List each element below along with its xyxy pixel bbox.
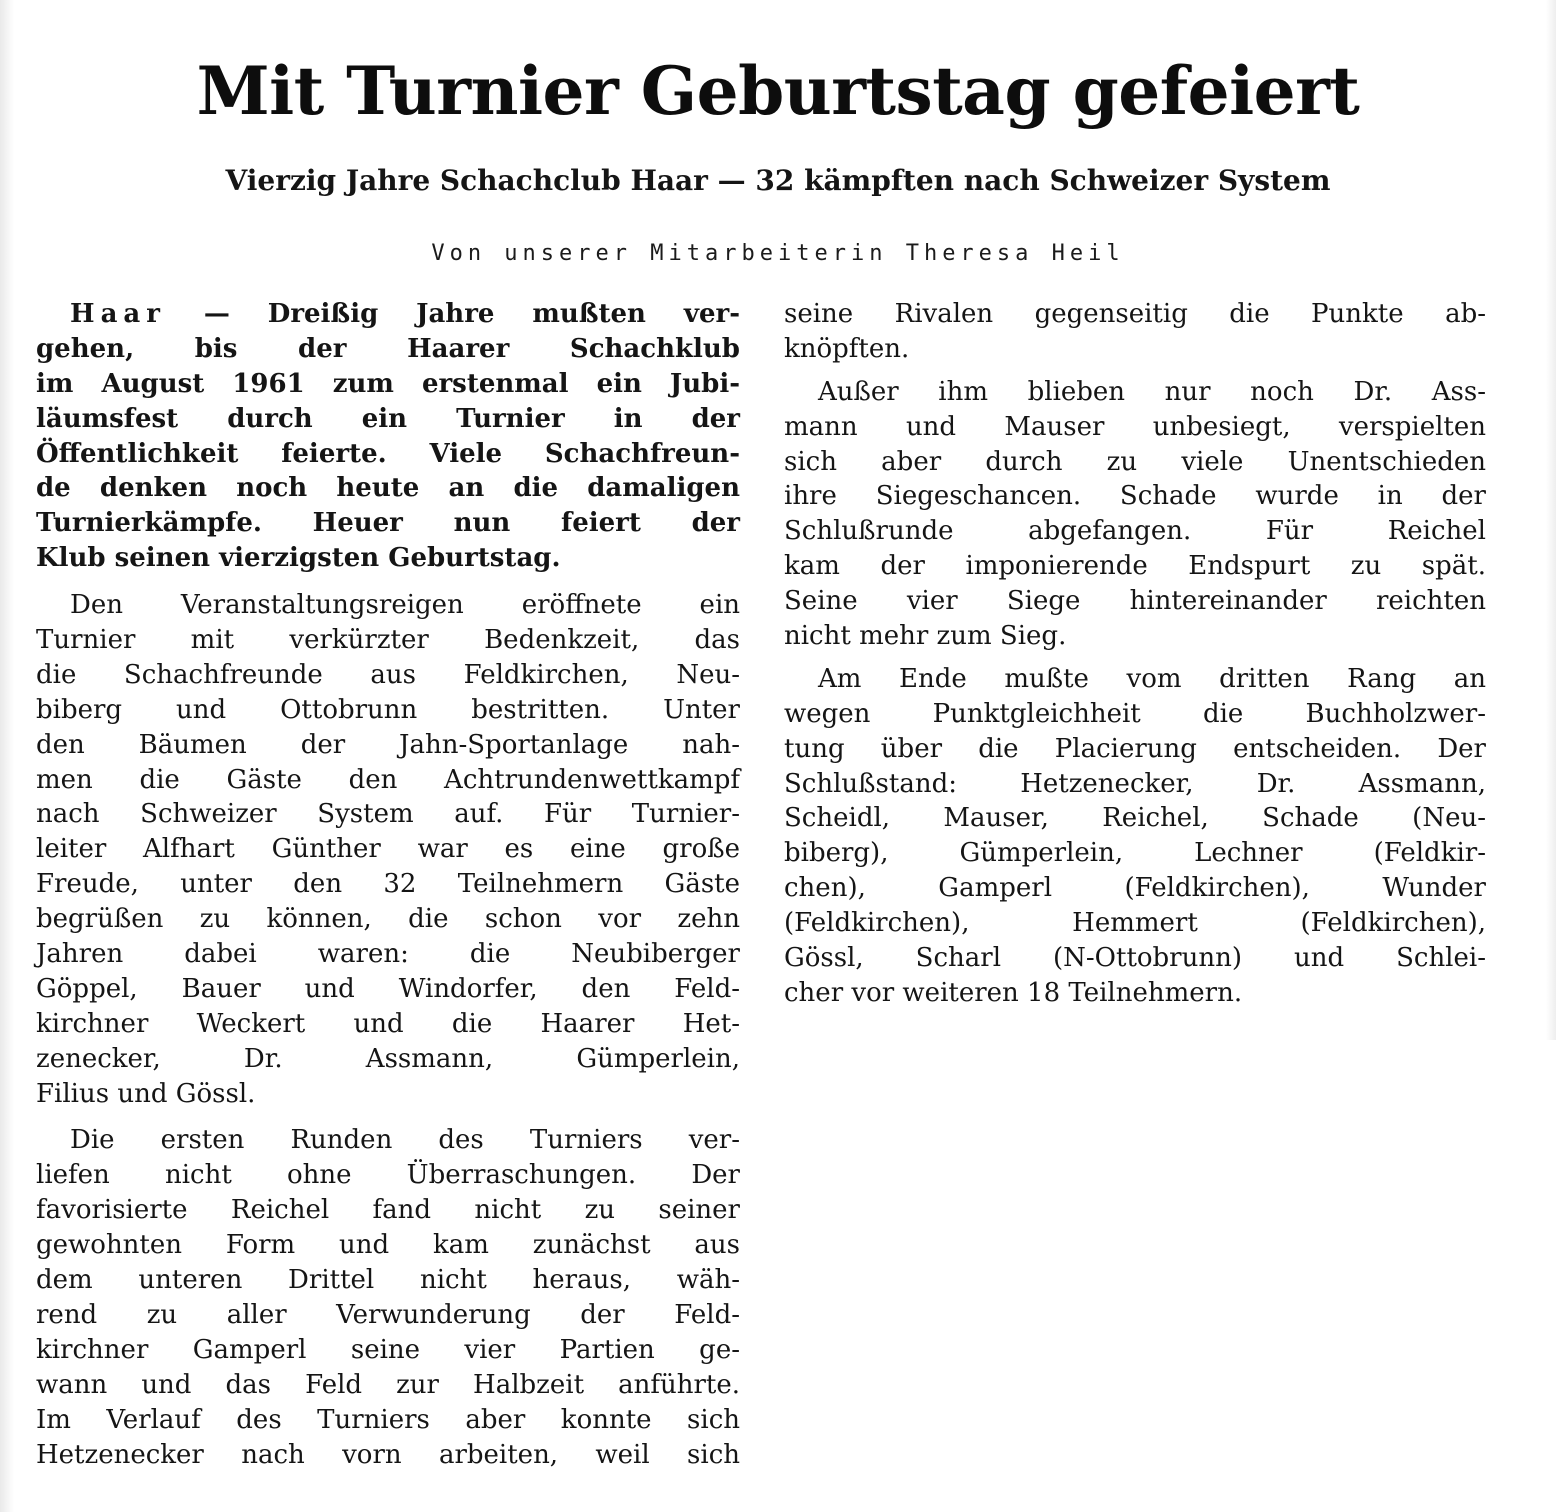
clipping-left-edge <box>0 0 14 1512</box>
text-line: Turnier mit verkürzter Bedenkzeit, das <box>36 625 740 656</box>
lead-paragraph <box>36 297 740 576</box>
text-line: sich aber durch zu viele Unentschieden <box>784 446 1486 477</box>
text-line: liefen nicht ohne Überraschungen. Der <box>36 1160 740 1191</box>
text-line: (Feldkirchen), Hemmert (Feldkirchen), <box>784 908 1486 939</box>
text-line: chen), Gamperl (Feldkirchen), Wunder <box>784 873 1486 904</box>
text-line: die Schachfreunde aus Feldkirchen, Neu- <box>36 659 740 690</box>
text-line: biberg), Gümperlein, Lechner (Feldkir- <box>784 838 1486 869</box>
article-byline: Von unserer Mitarbeiterin Theresa Heil <box>431 241 1125 266</box>
paragraph-gap <box>784 367 1486 375</box>
body-paragraph <box>784 662 1486 1011</box>
text-line: begrüßen zu können, die schon vor zehn <box>36 904 740 935</box>
lead-line-text: — Dreißig Jahre mußten ver- <box>203 299 740 329</box>
article-headline: Mit Turnier Geburtstag gefeiert <box>196 52 1360 130</box>
text-line: läumsfest durch ein Turnier in der <box>36 403 740 434</box>
text-line: wann und das Feld zur Halbzeit anführte. <box>36 1369 740 1400</box>
text-line: Außer ihm blieben nur noch Dr. Ass- <box>818 376 1486 407</box>
text-line: Filius und Gössl. <box>36 1078 256 1109</box>
article-subheadline: Vierzig Jahre Schachclub Haar — 32 kämpften nach Schweizer System <box>225 164 1331 197</box>
text-line: kirchner Weckert und die Haarer Het- <box>36 1008 740 1039</box>
body-paragraph <box>36 1123 740 1472</box>
text-line: im August 1961 zum erstenmal ein Jubi- <box>36 368 740 399</box>
text-line: Schlußstand: Hetzenecker, Dr. Assmann, <box>784 768 1486 799</box>
article-column-right <box>784 297 1486 1011</box>
text-line: Göppel, Bauer und Windorfer, den Feld- <box>36 973 740 1004</box>
text-line: Die ersten Runden des Turniers ver- <box>70 1125 740 1156</box>
text-line: Gössl, Scharl (N-Ottobrunn) und Schlei- <box>784 943 1486 974</box>
text-line: gewohnten Form und kam zunächst aus <box>36 1230 740 1261</box>
text-line: nach Schweizer System auf. Für Turnier- <box>36 799 740 830</box>
text-line: gehen, bis der Haarer Schachklub <box>36 333 740 364</box>
text-line: mann und Mauser unbesiegt, verspielten <box>784 411 1486 442</box>
text-line: leiter Alfhart Günther war es eine große <box>36 834 740 865</box>
text-line: Jahren dabei waren: die Neubiberger <box>36 939 740 970</box>
paragraph-gap <box>36 1111 740 1123</box>
text-line: Klub seinen vierzigsten Geburtstag. <box>36 543 561 574</box>
text-line: cher vor weiteren 18 Teilnehmern. <box>784 977 1243 1008</box>
clipping-right-edge <box>1546 0 1556 1040</box>
text-line: knöpften. <box>784 333 910 364</box>
text-line: biberg und Ottobrunn bestritten. Unter <box>36 694 740 725</box>
text-line: Am Ende mußte vom dritten Rang an <box>818 663 1486 694</box>
dateline-place: Haar <box>70 299 166 329</box>
text-line: de denken noch heute an die damaligen <box>36 473 740 504</box>
text-line: seine Rivalen gegenseitig die Punkte ab- <box>784 299 1486 329</box>
text-line: wegen Punktgleichheit die Buchholzwer- <box>784 698 1486 729</box>
text-line: Freude, unter den 32 Teilnehmern Gäste <box>36 869 740 900</box>
text-line: Den Veranstaltungsreigen eröffnete ein <box>70 590 740 621</box>
paragraph-gap <box>36 576 740 588</box>
article-column-left <box>36 297 740 1472</box>
text-line: Öffentlichkeit feierte. Viele Schachfreun- <box>36 438 740 469</box>
text-line <box>36 297 740 332</box>
text-line: Im Verlauf des Turniers aber konnte sich <box>36 1404 740 1435</box>
text-line: men die Gäste den Achtrundenwettkampf <box>36 764 740 795</box>
text-line: dem unteren Drittel nicht heraus, wäh- <box>36 1265 740 1296</box>
body-paragraph <box>784 375 1486 654</box>
text-line: Turnierkämpfe. Heuer nun feiert der <box>36 508 740 539</box>
body-paragraph <box>36 588 740 1111</box>
text-line: Hetzenecker nach vorn arbeiten, weil sich <box>36 1439 740 1470</box>
text-line: kam der imponierende Endspurt zu spät. <box>784 551 1486 582</box>
text-line: Seine vier Siege hintereinander reichten <box>784 586 1486 617</box>
text-line: tung über die Placierung entscheiden. Der <box>784 733 1486 764</box>
text-line: nicht mehr zum Sieg. <box>784 621 1067 652</box>
text-line: zenecker, Dr. Assmann, Gümperlein, <box>36 1043 740 1074</box>
text-line: rend zu aller Verwunderung der Feld- <box>36 1299 740 1330</box>
text-line: Scheidl, Mauser, Reichel, Schade (Neu- <box>784 803 1486 834</box>
text-line: kirchner Gamperl seine vier Partien ge- <box>36 1334 740 1365</box>
paragraph-gap <box>784 654 1486 662</box>
body-paragraph <box>784 297 1486 367</box>
text-line: favorisierte Reichel fand nicht zu seiner <box>36 1195 740 1226</box>
text-line: Schlußrunde abgefangen. Für Reichel <box>784 516 1486 547</box>
text-line: den Bäumen der Jahn-Sportanlage nah- <box>36 729 740 760</box>
text-line: ihre Siegeschancen. Schade wurde in der <box>784 481 1486 512</box>
